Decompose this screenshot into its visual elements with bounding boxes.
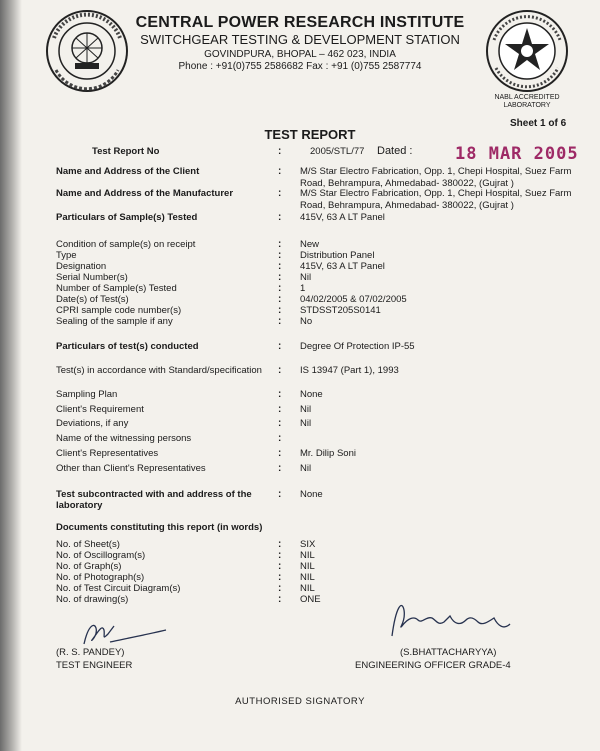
signature-right-title: ENGINEERING OFFICER GRADE-4: [355, 660, 511, 671]
field-value: Nil: [300, 272, 312, 283]
field-value: None: [300, 389, 323, 400]
colon: :: [278, 365, 282, 376]
field-value: NIL: [300, 572, 315, 583]
field-value: Degree Of Protection IP-55: [300, 341, 415, 352]
field-label: Deviations, if any: [56, 418, 129, 429]
colon: :: [278, 550, 282, 561]
field-value: ONE: [300, 594, 321, 605]
signature-left-title: TEST ENGINEER: [56, 660, 133, 671]
colon: :: [278, 583, 282, 594]
colon: :: [278, 261, 282, 272]
field-label: Name of the witnessing persons: [56, 433, 192, 444]
field-value: None: [300, 489, 323, 500]
colon: :: [278, 418, 282, 429]
colon: :: [278, 166, 282, 177]
field-value: New: [300, 239, 320, 250]
report-no-value: 2005/STL/77: [310, 146, 365, 157]
signature-left-icon: [74, 618, 174, 650]
colon: :: [278, 341, 282, 352]
field-label: CPRI sample code number(s): [56, 305, 182, 316]
authorised-signatory: AUTHORISED SIGNATORY: [235, 696, 365, 707]
nabl-logo-icon: [484, 8, 570, 94]
field-label: Sampling Plan: [56, 389, 118, 400]
institute-name: CENTRAL POWER RESEARCH INSTITUTE: [135, 14, 465, 31]
field-label: Designation: [56, 261, 107, 272]
colon: :: [278, 283, 282, 294]
report-title: TEST REPORT: [264, 127, 356, 142]
field-value: Mr. Dilip Soni: [300, 448, 356, 459]
field-value: Nil: [300, 418, 312, 429]
field-label: Sealing of the sample if any: [56, 316, 173, 327]
field-value: M/S Star Electro Fabrication, Opp. 1, Chepi Hospital, Suez Farm Road, Behrampura, Ahmedabad- 380022, (Gujrat ): [300, 166, 572, 189]
field-value: 415V, 63 A LT Panel: [300, 212, 385, 223]
field-value: 415V, 63 A LT Panel: [300, 261, 385, 272]
colon: :: [278, 305, 282, 316]
station-name: SWITCHGEAR TESTING & DEVELOPMENT STATION: [140, 32, 460, 47]
field-value: Nil: [300, 463, 312, 474]
colon: :: [278, 239, 282, 250]
field-label: Serial Number(s): [56, 272, 128, 283]
field-label: No. of Photograph(s): [56, 572, 145, 583]
field-label: No. of drawing(s): [56, 594, 129, 605]
colon: :: [278, 250, 282, 261]
dated-label: Dated :: [377, 145, 413, 157]
field-label: No. of Test Circuit Diagram(s): [56, 583, 181, 594]
colon: :: [278, 212, 282, 223]
field-label: Number of Sample(s) Tested: [56, 283, 177, 294]
colon: :: [278, 433, 282, 444]
colon: :: [278, 572, 282, 583]
colon: :: [278, 146, 282, 157]
field-label: Date(s) of Test(s): [56, 294, 129, 305]
field-value: STDSST205S0141: [300, 305, 381, 316]
field-label: No. of Oscillogram(s): [56, 550, 146, 561]
field-value: Nil: [300, 404, 312, 415]
field-value: SIX: [300, 539, 316, 550]
field-value: NIL: [300, 550, 315, 561]
field-value: IS 13947 (Part 1), 1993: [300, 365, 399, 376]
field-label: Documents constituting this report (in words): [56, 522, 263, 533]
field-label: Type: [56, 250, 77, 261]
field-label: Name and Address of the Client: [56, 166, 200, 177]
phone-fax: Phone : +91(0)755 2586682 Fax : +91 (0)755 2587774: [178, 61, 422, 72]
page-binding-edge: [0, 0, 22, 751]
field-label: Client's Representatives: [56, 448, 159, 459]
nabl-label: NABL ACCREDITED LABORATORY: [494, 94, 560, 109]
signature-right-name: (S.BHATTACHARYYA): [400, 647, 497, 658]
field-value: No: [300, 316, 313, 327]
field-value: 04/02/2005 & 07/02/2005: [300, 294, 407, 305]
field-label: Particulars of Sample(s) Tested: [56, 212, 198, 223]
field-label: Client's Requirement: [56, 404, 144, 415]
colon: :: [278, 272, 282, 283]
colon: :: [278, 389, 282, 400]
report-no-label: Test Report No: [92, 146, 160, 157]
field-value: NIL: [300, 561, 315, 572]
colon: :: [278, 316, 282, 327]
field-label: Test(s) in accordance with Standard/specification: [56, 365, 262, 376]
field-value: M/S Star Electro Fabrication, Opp. 1, Chepi Hospital, Suez Farm Road, Behrampura, Ahmedabad- 380022, (Gujrat ): [300, 188, 572, 211]
signature-right-icon: [378, 596, 518, 644]
colon: :: [278, 404, 282, 415]
colon: :: [278, 561, 282, 572]
institute-address: GOVINDPURA, BHOPAL – 462 023, INDIA: [204, 49, 396, 60]
field-label: Name and Address of the Manufacturer: [56, 188, 234, 199]
date-stamp: 18 MAR 2005: [455, 144, 579, 164]
field-label: Particulars of test(s) conducted: [56, 341, 199, 352]
colon: :: [278, 188, 282, 199]
colon: :: [278, 463, 282, 474]
field-label: Condition of sample(s) on receipt: [56, 239, 196, 250]
field-label: Other than Client's Representatives: [56, 463, 206, 474]
field-label: No. of Sheet(s): [56, 539, 120, 550]
colon: :: [278, 594, 282, 605]
colon: :: [278, 448, 282, 459]
field-label: Test subcontracted with and address of the laboratory: [56, 489, 252, 511]
field-label: No. of Graph(s): [56, 561, 122, 572]
colon: :: [278, 294, 282, 305]
signature-left-name: (R. S. PANDEY): [56, 647, 125, 658]
field-value: NIL: [300, 583, 315, 594]
sheet-number: Sheet 1 of 6: [510, 118, 567, 129]
colon: :: [278, 539, 282, 550]
colon: :: [278, 489, 282, 500]
field-value: 1: [300, 283, 306, 294]
field-value: Distribution Panel: [300, 250, 375, 261]
